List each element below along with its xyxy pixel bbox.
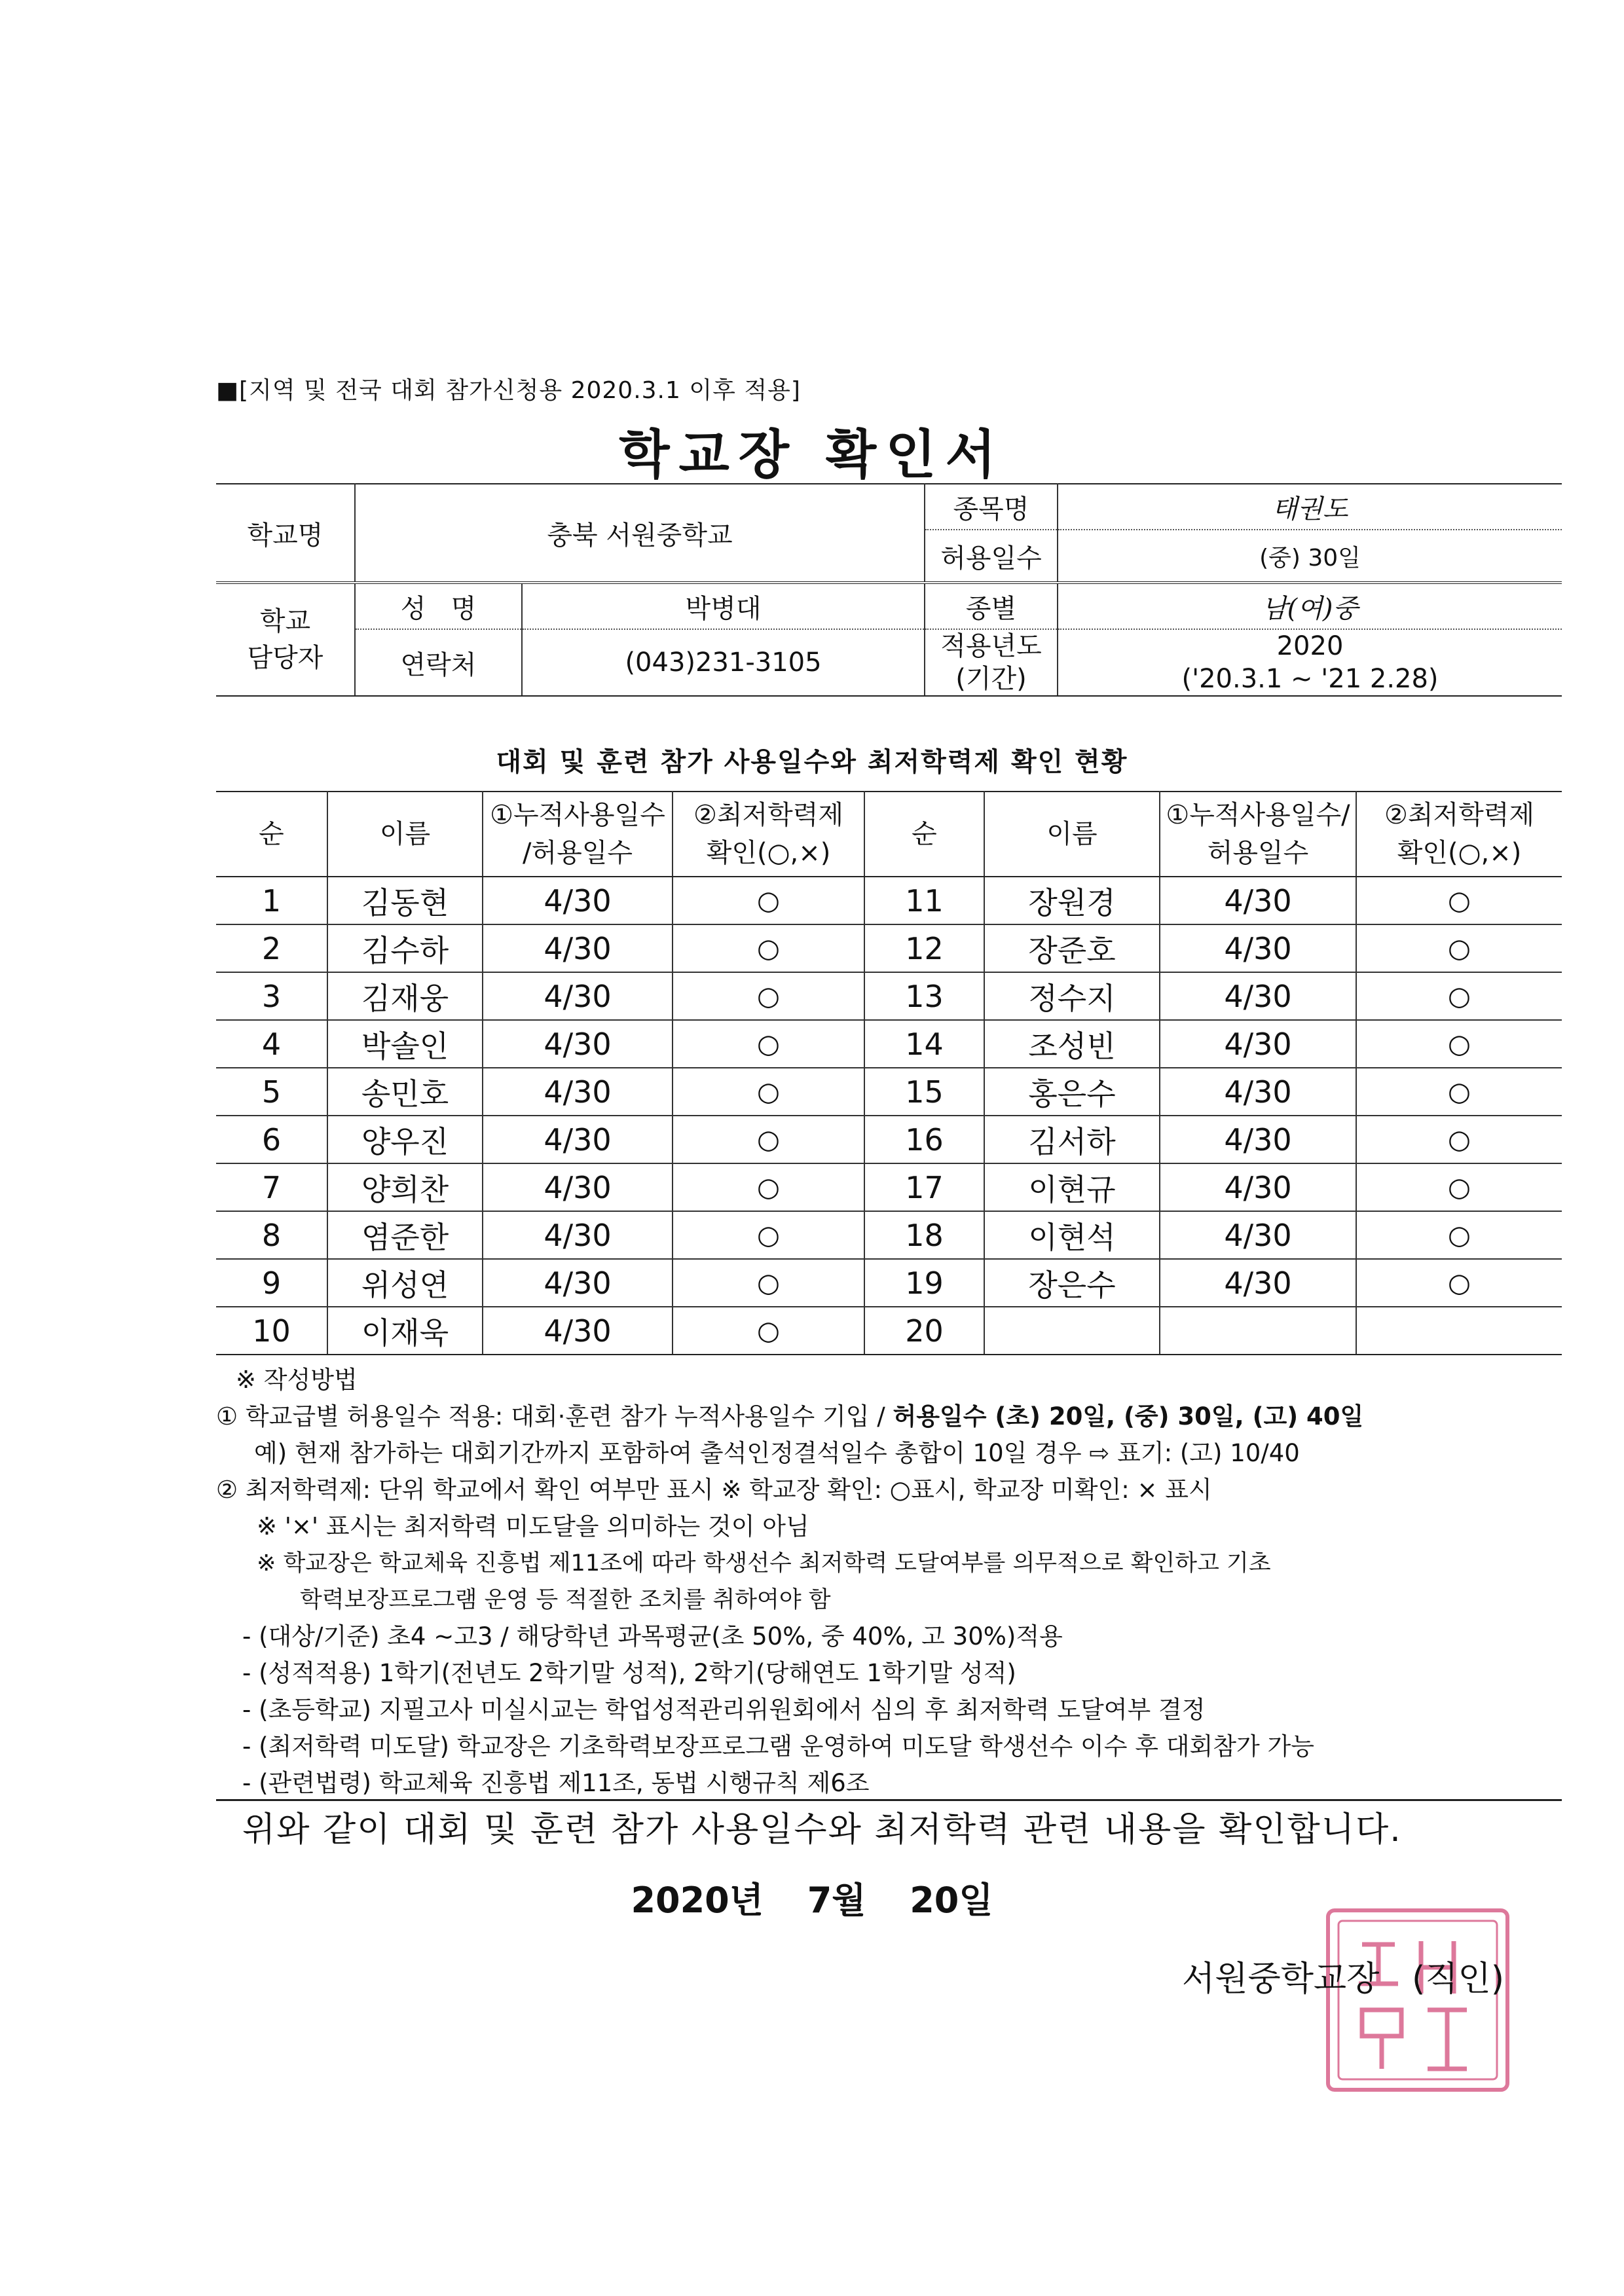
- school-value: 충북 서원중학교: [355, 484, 925, 583]
- row-no-left: 1: [216, 877, 327, 924]
- notes-section: [216, 1362, 1565, 1802]
- row-no-left: 9: [216, 1259, 327, 1307]
- row-days-right: 4/30: [1160, 1116, 1356, 1163]
- row-no-left: 5: [216, 1068, 327, 1116]
- row-days-right: 4/30: [1160, 1020, 1356, 1068]
- year-label: [925, 629, 1058, 696]
- note-4-cont: 학력보장프로그램 운영 등 적절한 조치를 취하여야 함: [300, 1587, 831, 1613]
- year-label-line1: 적용년도: [940, 631, 1042, 661]
- seal-border: [1328, 1910, 1507, 2090]
- note-1-example: 예) 현재 참가하는 대회기간까지 포함하여 출석인정결석일수 총합이 10일 경우 ⇨ 표기: (고) 10/40: [254, 1439, 1300, 1467]
- row-name-left: 양희찬: [327, 1163, 483, 1211]
- roster-header-row: [216, 792, 1562, 877]
- manager-label: [216, 583, 355, 696]
- row-days-left: 4/30: [483, 924, 673, 972]
- row-days-right: 4/30: [1160, 1259, 1356, 1307]
- page-title: 학교장 확인서: [619, 424, 1005, 485]
- detail-3: - (초등학교) 지필고사 미실시교는 학업성적관리위원회에서 심의 후 최저학력 도달여부 결정: [242, 1696, 1206, 1724]
- row-name-right: 장원경: [984, 877, 1160, 924]
- row-name-right: [984, 1307, 1160, 1355]
- header-check-right: [1356, 792, 1562, 877]
- row-days-left: 4/30: [483, 1211, 673, 1259]
- row-days-right: 4/30: [1160, 972, 1356, 1020]
- allowed-days-label: 허용일수: [925, 530, 1058, 583]
- sport-label: 종목명: [925, 484, 1058, 530]
- row-name-right: 이현석: [984, 1211, 1160, 1259]
- header-check-right-line1: ②최저학력제: [1384, 800, 1535, 830]
- row-days-left: 4/30: [483, 972, 673, 1020]
- row-check-right: ○: [1356, 1211, 1562, 1259]
- row-check-left: ○: [673, 1116, 864, 1163]
- row-no-right: 17: [864, 1163, 984, 1211]
- note-2: ② 최저학력제: 단위 학교에서 확인 여부만 표시 ※ 학교장 확인: ○표시, 학교장 미확인: × 표시: [216, 1476, 1212, 1504]
- row-days-right: 4/30: [1160, 1068, 1356, 1116]
- row-check-right: ○: [1356, 1163, 1562, 1211]
- header-days-right-line1: ①누적사용일수/: [1166, 800, 1350, 830]
- row-days-right: 4/30: [1160, 1211, 1356, 1259]
- table-row: [216, 1211, 1562, 1259]
- row-days-right: [1160, 1307, 1356, 1355]
- detail-2: - (성적적용) 1학기(전년도 2학기말 성적), 2학기(당해연도 1학기말 성적): [242, 1659, 1016, 1687]
- row-check-right: ○: [1356, 924, 1562, 972]
- row-days-left: 4/30: [483, 1163, 673, 1211]
- table-row: [216, 972, 1562, 1020]
- row-name-left: 이재욱: [327, 1307, 483, 1355]
- row-no-left: 8: [216, 1211, 327, 1259]
- row-check-right: ○: [1356, 1259, 1562, 1307]
- row-no-right: 19: [864, 1259, 984, 1307]
- row-check-left: ○: [673, 1259, 864, 1307]
- row-days-left: 4/30: [483, 1116, 673, 1163]
- row-check-left: ○: [673, 1163, 864, 1211]
- contact-value: (043)231-3105: [522, 629, 925, 696]
- confirmation-statement: 위와 같이 대회 및 훈련 참가 사용일수와 최저학력 관련 내용을 확인합니다.: [242, 1810, 1402, 1850]
- official-seal-stamp: [1323, 1905, 1513, 2095]
- row-days-left: 4/30: [483, 1259, 673, 1307]
- row-name-left: 송민호: [327, 1068, 483, 1116]
- row-name-right: 정수지: [984, 972, 1160, 1020]
- row-name-right: 장준호: [984, 924, 1160, 972]
- allowed-days-value: (중) 30일: [1058, 530, 1562, 583]
- sport-value: 태권도: [1058, 484, 1562, 530]
- row-check-right: ○: [1356, 877, 1562, 924]
- table-row: [216, 1116, 1562, 1163]
- row-name-left: 양우진: [327, 1116, 483, 1163]
- row-days-left: 4/30: [483, 1068, 673, 1116]
- row-check-right: ○: [1356, 1116, 1562, 1163]
- table-row: [216, 1020, 1562, 1068]
- header-days-left: [483, 792, 673, 877]
- school-label: 학교명: [216, 484, 355, 583]
- row-no-right: 11: [864, 877, 984, 924]
- row-check-left: ○: [673, 1020, 864, 1068]
- header-check-right-line2: 확인(○,×): [1397, 838, 1522, 868]
- header-days-left-line2: /허용일수: [522, 838, 633, 868]
- row-check-left: ○: [673, 972, 864, 1020]
- table-row: [216, 1068, 1562, 1116]
- row-no-right: 12: [864, 924, 984, 972]
- table-row: [216, 1163, 1562, 1211]
- signer-line: 서원중학교장 (직인): [1182, 1959, 1505, 1999]
- form-note: ■[지역 및 전국 대회 참가신청용 2020.3.1 이후 적용]: [216, 377, 801, 404]
- row-check-left: ○: [673, 877, 864, 924]
- note-1-bold: 허용일수 (초) 20일, (중) 30일, (고) 40일: [893, 1402, 1364, 1430]
- row-check-left: ○: [673, 1068, 864, 1116]
- header-no-left: 순: [216, 792, 327, 877]
- table-row: [216, 1307, 1562, 1355]
- row-no-right: 18: [864, 1211, 984, 1259]
- row-no-right: 20: [864, 1307, 984, 1355]
- notes-divider: [216, 1799, 1562, 1801]
- row-check-left: ○: [673, 924, 864, 972]
- table-row: [216, 877, 1562, 924]
- row-name-left: 위성연: [327, 1259, 483, 1307]
- info-table: [216, 483, 1562, 697]
- row-days-left: 4/30: [483, 1307, 673, 1355]
- header-days-right: [1160, 792, 1356, 877]
- row-check-right: ○: [1356, 1020, 1562, 1068]
- row-name-right: 장은수: [984, 1259, 1160, 1307]
- table-row: [216, 924, 1562, 972]
- year-value: 2020: [1276, 631, 1344, 661]
- roster-table: [216, 791, 1562, 1355]
- note-1: [216, 1398, 1565, 1435]
- header-no-right: 순: [864, 792, 984, 877]
- header-check-left-line1: ②최저학력제: [693, 800, 844, 830]
- row-name-left: 김수하: [327, 924, 483, 972]
- notes-heading: ※ 작성방법: [236, 1366, 358, 1394]
- manager-label-line1: 학교: [259, 606, 311, 636]
- row-no-right: 16: [864, 1116, 984, 1163]
- header-days-right-line2: 허용일수: [1207, 838, 1309, 868]
- note-3: ※ '×' 표시는 최저학력 미도달을 의미하는 것이 아님: [257, 1512, 809, 1540]
- name-label: 성 명: [355, 583, 522, 629]
- row-no-right: 14: [864, 1020, 984, 1068]
- row-days-left: 4/30: [483, 877, 673, 924]
- row-name-right: 홍은수: [984, 1068, 1160, 1116]
- row-no-right: 13: [864, 972, 984, 1020]
- row-no-left: 10: [216, 1307, 327, 1355]
- detail-1: - (대상/기준) 초4 ~고3 / 해당학년 과목평균(초 50%, 중 40%, 고 30%)적용: [242, 1622, 1063, 1650]
- row-days-left: 4/30: [483, 1020, 673, 1068]
- category-value: 남(여)중: [1058, 583, 1562, 629]
- row-check-left: ○: [673, 1307, 864, 1355]
- row-no-left: 7: [216, 1163, 327, 1211]
- row-name-left: 김재웅: [327, 972, 483, 1020]
- year-value-cell: [1058, 629, 1562, 696]
- note-1-text: ① 학교급별 허용일수 적용: 대회·훈련 참가 누적사용일수 기입 /: [216, 1402, 893, 1430]
- row-name-right: 조성빈: [984, 1020, 1160, 1068]
- row-name-left: 박솔인: [327, 1020, 483, 1068]
- name-value: 박병대: [522, 583, 925, 629]
- row-days-right: 4/30: [1160, 1163, 1356, 1211]
- detail-4: - (최저학력 미도달) 학교장은 기초학력보장프로그램 운영하여 미도달 학생선수 이수 후 대회참가 가능: [242, 1732, 1315, 1760]
- row-no-left: 4: [216, 1020, 327, 1068]
- header-check-left-line2: 확인(○,×): [706, 838, 831, 868]
- row-days-right: 4/30: [1160, 924, 1356, 972]
- header-days-left-line1: ①누적사용일수: [490, 800, 665, 830]
- detail-5: - (관련법령) 학교체육 진흥법 제11조, 동법 시행규칙 제6조: [242, 1769, 870, 1797]
- row-name-right: 이현규: [984, 1163, 1160, 1211]
- row-check-right: [1356, 1307, 1562, 1355]
- row-check-left: ○: [673, 1211, 864, 1259]
- row-no-left: 6: [216, 1116, 327, 1163]
- category-label: 종별: [925, 583, 1058, 629]
- row-check-right: ○: [1356, 972, 1562, 1020]
- roster-subtitle: 대회 및 훈련 참가 사용일수와 최저학력제 확인 현황: [496, 747, 1128, 777]
- row-check-right: ○: [1356, 1068, 1562, 1116]
- header-name-left: 이름: [327, 792, 483, 877]
- note-4: ※ 학교장은 학교체육 진흥법 제11조에 따라 학생선수 최저학력 도달여부를 의무적으로 확인하고 기초: [257, 1550, 1271, 1576]
- row-name-right: 김서하: [984, 1116, 1160, 1163]
- issue-date: 2020년 7월 20일: [631, 1880, 993, 1921]
- contact-label: 연락처: [355, 629, 522, 696]
- row-days-right: 4/30: [1160, 877, 1356, 924]
- period-value: ('20.3.1 ~ '21 2.28): [1181, 664, 1439, 694]
- header-check-left: [673, 792, 864, 877]
- row-name-left: 염준한: [327, 1211, 483, 1259]
- row-no-left: 2: [216, 924, 327, 972]
- table-row: [216, 1259, 1562, 1307]
- row-no-right: 15: [864, 1068, 984, 1116]
- year-label-line2: (기간): [955, 664, 1027, 694]
- manager-label-line2: 담당자: [247, 643, 323, 673]
- header-name-right: 이름: [984, 792, 1160, 877]
- row-no-left: 3: [216, 972, 327, 1020]
- row-name-left: 김동현: [327, 877, 483, 924]
